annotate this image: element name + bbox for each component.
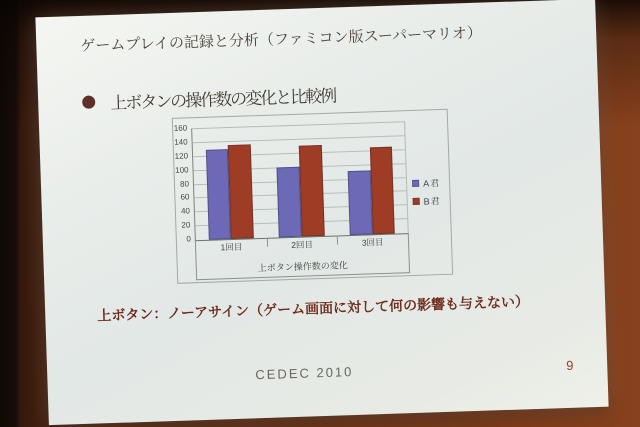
- category-label: 2回目: [291, 239, 314, 251]
- plot-area: [191, 121, 409, 241]
- slide-note: 上ボタン：ノーアサイン（ゲーム画面に対して何の影響も与えない）: [97, 295, 530, 325]
- bar-B君-2回目: [299, 145, 325, 237]
- bullet-item: [82, 82, 336, 115]
- y-axis-tick-label: 20: [181, 220, 191, 230]
- y-axis-tick-label: 80: [179, 178, 190, 189]
- y-axis-tick-label: 140: [174, 137, 188, 147]
- y-axis-tick-label: 160: [173, 123, 188, 133]
- category-axis: [195, 233, 410, 280]
- legend-swatch: [413, 198, 420, 205]
- y-axis-tick-label: 120: [174, 151, 189, 161]
- chart-legend: [412, 176, 441, 213]
- legend-label: A君: [422, 178, 441, 189]
- presentation-slide: [35, 0, 608, 425]
- bar-chart: [172, 109, 453, 284]
- y-axis-tick-label: 60: [180, 192, 190, 203]
- y-axis: [173, 123, 193, 244]
- bar-A君-3回目: [348, 171, 373, 236]
- category-label: 1回目: [220, 241, 243, 253]
- category-label: 3回目: [361, 236, 384, 248]
- slide-title: ゲームプレイの記録と分析（ファミコン版スーパーマリオ）: [80, 25, 483, 55]
- bar-B君-1回目: [228, 144, 254, 239]
- bar-A君-1回目: [206, 149, 232, 240]
- x-axis-title: 上ボタン操作数の変化: [257, 260, 348, 274]
- y-axis-tick-label: 100: [175, 165, 189, 175]
- legend-swatch: [412, 180, 419, 187]
- legend-item: [412, 176, 440, 190]
- legend-label: B君: [423, 196, 441, 207]
- bar-A君-2回目: [277, 167, 302, 238]
- bullet-icon: [82, 95, 95, 108]
- bar-B君-3回目: [370, 147, 395, 234]
- page-number: 9: [565, 357, 574, 373]
- gridline: [193, 135, 405, 143]
- bullet-text: 上ボタンの操作数の変化と比較例: [109, 86, 336, 113]
- y-axis-tick-label: 0: [186, 234, 191, 244]
- legend-item: [412, 194, 440, 208]
- footer-text: CEDEC 2010: [255, 364, 354, 383]
- y-axis-tick-label: 40: [180, 206, 191, 216]
